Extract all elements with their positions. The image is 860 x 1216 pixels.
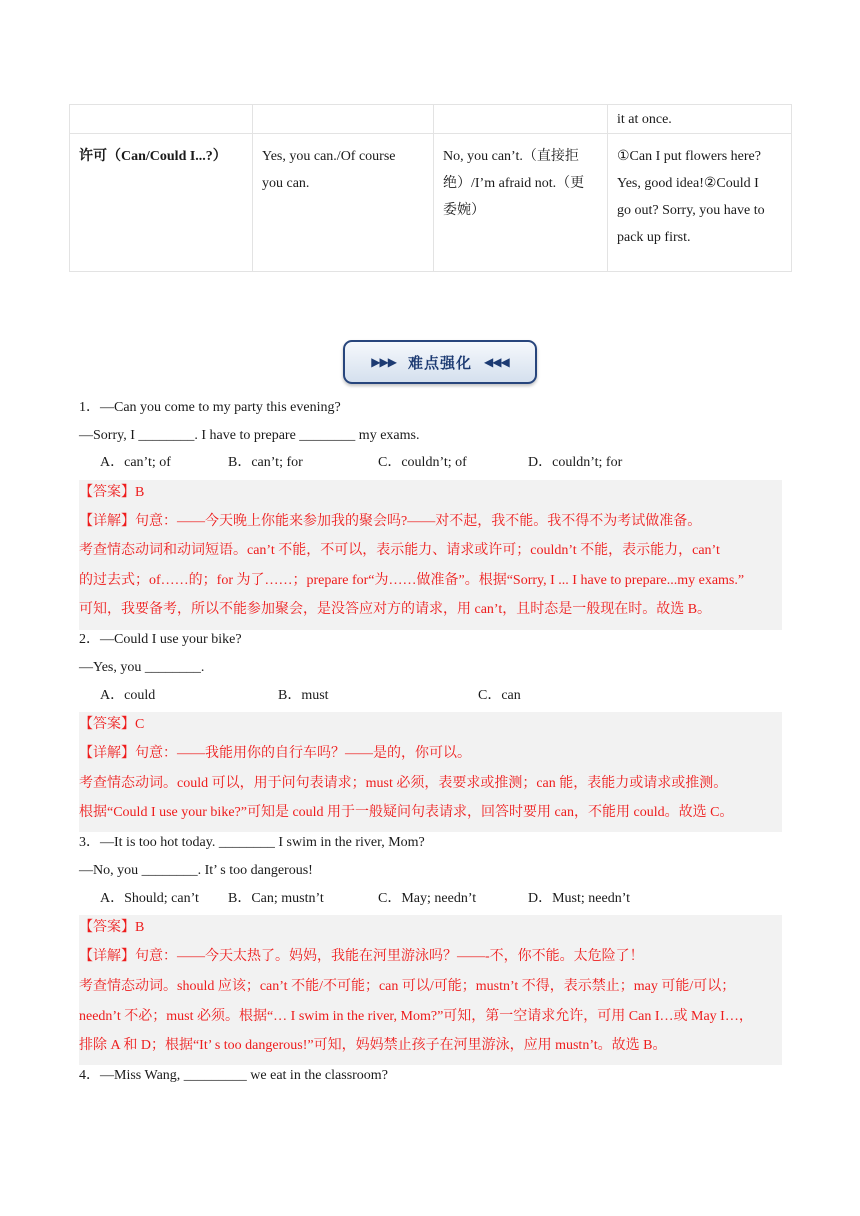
explanation-line: 【详解】句意：——今天晚上你能来参加我的聚会吗?——对不起，我不能。我不得不为考试做准备。 xyxy=(79,514,702,529)
cell-line: 绝）/I’m afraid not.（更 xyxy=(443,176,585,191)
cell-text: 许可（Can/Could I...?） xyxy=(79,149,227,164)
answer-label: 【答案】C xyxy=(79,717,145,732)
cell-line: you can. xyxy=(262,176,310,191)
explanation-line: 排除 A 和 D；根据“It’ s too dangerous!”可知，妈妈禁止孩子在河里游泳，应用 mustn’t。故选 B。 xyxy=(79,1038,667,1053)
table-row xyxy=(70,134,792,272)
table-cell xyxy=(434,105,608,134)
table-cell xyxy=(253,105,434,134)
explanation-line: 考查情态动词。could 可以，用于问句表请求；must 必须，表要求或推测；can 能，表能力或请求或推测。 xyxy=(79,776,728,791)
question-4-line-1: 4．—Miss Wang, _________ we eat in the classroom? xyxy=(79,1068,388,1083)
explanation-line: 【详解】句意：——我能用你的自行车吗？——是的，你可以。 xyxy=(79,746,471,761)
question-3-line-1: 3．—It is too hot today. ________ I swim in the river, Mom? xyxy=(79,835,425,850)
table-cell-category xyxy=(70,134,253,272)
table-cell xyxy=(253,134,434,272)
question-2-line-1: 2．—Could I use your bike? xyxy=(79,632,242,647)
right-arrows-icon: ▶▶▶ xyxy=(371,355,396,369)
cell-line: Yes, you can./Of course xyxy=(262,149,396,164)
option-a: A．Should; can’t xyxy=(100,891,199,906)
option-a: A．could xyxy=(100,688,156,703)
question-1-line-2: —Sorry, I ________. I have to prepare ________ my exams. xyxy=(79,428,420,443)
table-row xyxy=(70,105,792,134)
option-d: D．Must; needn’t xyxy=(528,891,631,906)
question-1-line-1: 1．—Can you come to my party this evening? xyxy=(79,400,341,415)
answer-label: 【答案】B xyxy=(79,485,145,500)
left-arrows-icon: ◀◀◀ xyxy=(484,355,509,369)
option-c: C．May; needn’t xyxy=(378,891,477,906)
explanation-line: needn’t 不必；must 必须。根据“… I swim in the river, Mom?”可知，第一空请求允许，可用 Can I…或 May I…， xyxy=(79,1009,753,1024)
explanation-line: 考查情态动词和动词短语。can’t 不能，不可以，表示能力、请求或许可；couldn’t 不能，表示能力，can’t xyxy=(79,543,720,558)
explanation-line: 考查情态动词。should 应该；can’t 不能/不可能；can 可以/可能；mustn’t 不得，表示禁止；may 可能/可以； xyxy=(79,979,736,994)
question-2-line-2: —Yes, you ________. xyxy=(79,660,205,675)
modal-verb-table xyxy=(69,104,792,272)
option-d: D．couldn’t; for xyxy=(528,455,623,470)
explanation-line: 根据“Could I use your bike?”可知是 could 用于一般疑问句表请求，回答时要用 can，不能用 could。故选 C。 xyxy=(79,805,734,820)
option-a: A．can’t; of xyxy=(100,455,171,470)
explanation-line: 可知，我要备考，所以不能参加聚会，是没答应对方的请求，用 can’t，且时态是一般现在时。故选 B。 xyxy=(79,602,712,617)
cell-line: ①Can I put flowers here? xyxy=(617,149,761,164)
cell-line: No, you can’t.（直接拒 xyxy=(443,149,579,164)
table-cell xyxy=(608,134,792,272)
option-c: C．can xyxy=(478,688,521,703)
section-title: 难点强化 xyxy=(407,353,472,372)
cell-line: go out? Sorry, you have to xyxy=(617,203,765,218)
cell-line: Yes, good idea!②Could I xyxy=(617,176,759,191)
section-banner xyxy=(343,340,537,384)
question-3-line-2: —No, you ________. It’ s too dangerous! xyxy=(79,863,313,878)
cell-text: it at once. xyxy=(617,112,672,127)
answer-label: 【答案】B xyxy=(79,920,145,935)
option-b: B．must xyxy=(278,688,329,703)
cell-line: pack up first. xyxy=(617,230,691,245)
cell-line: 委婉） xyxy=(443,203,485,218)
table-cell xyxy=(70,105,253,134)
explanation-line: 的过去式；of……的；for 为了……；prepare for“为……做准备”。根据“Sorry, I ... I have to prepare...my exams.” xyxy=(79,573,745,588)
option-b: B．Can; mustn’t xyxy=(228,891,324,906)
table-cell xyxy=(434,134,608,272)
table-cell xyxy=(608,105,792,134)
explanation-line: 【详解】句意：——今天太热了。妈妈，我能在河里游泳吗？——-不，你不能。太危险了！ xyxy=(79,949,644,964)
option-b: B．can’t; for xyxy=(228,455,303,470)
option-c: C．couldn’t; of xyxy=(378,455,467,470)
